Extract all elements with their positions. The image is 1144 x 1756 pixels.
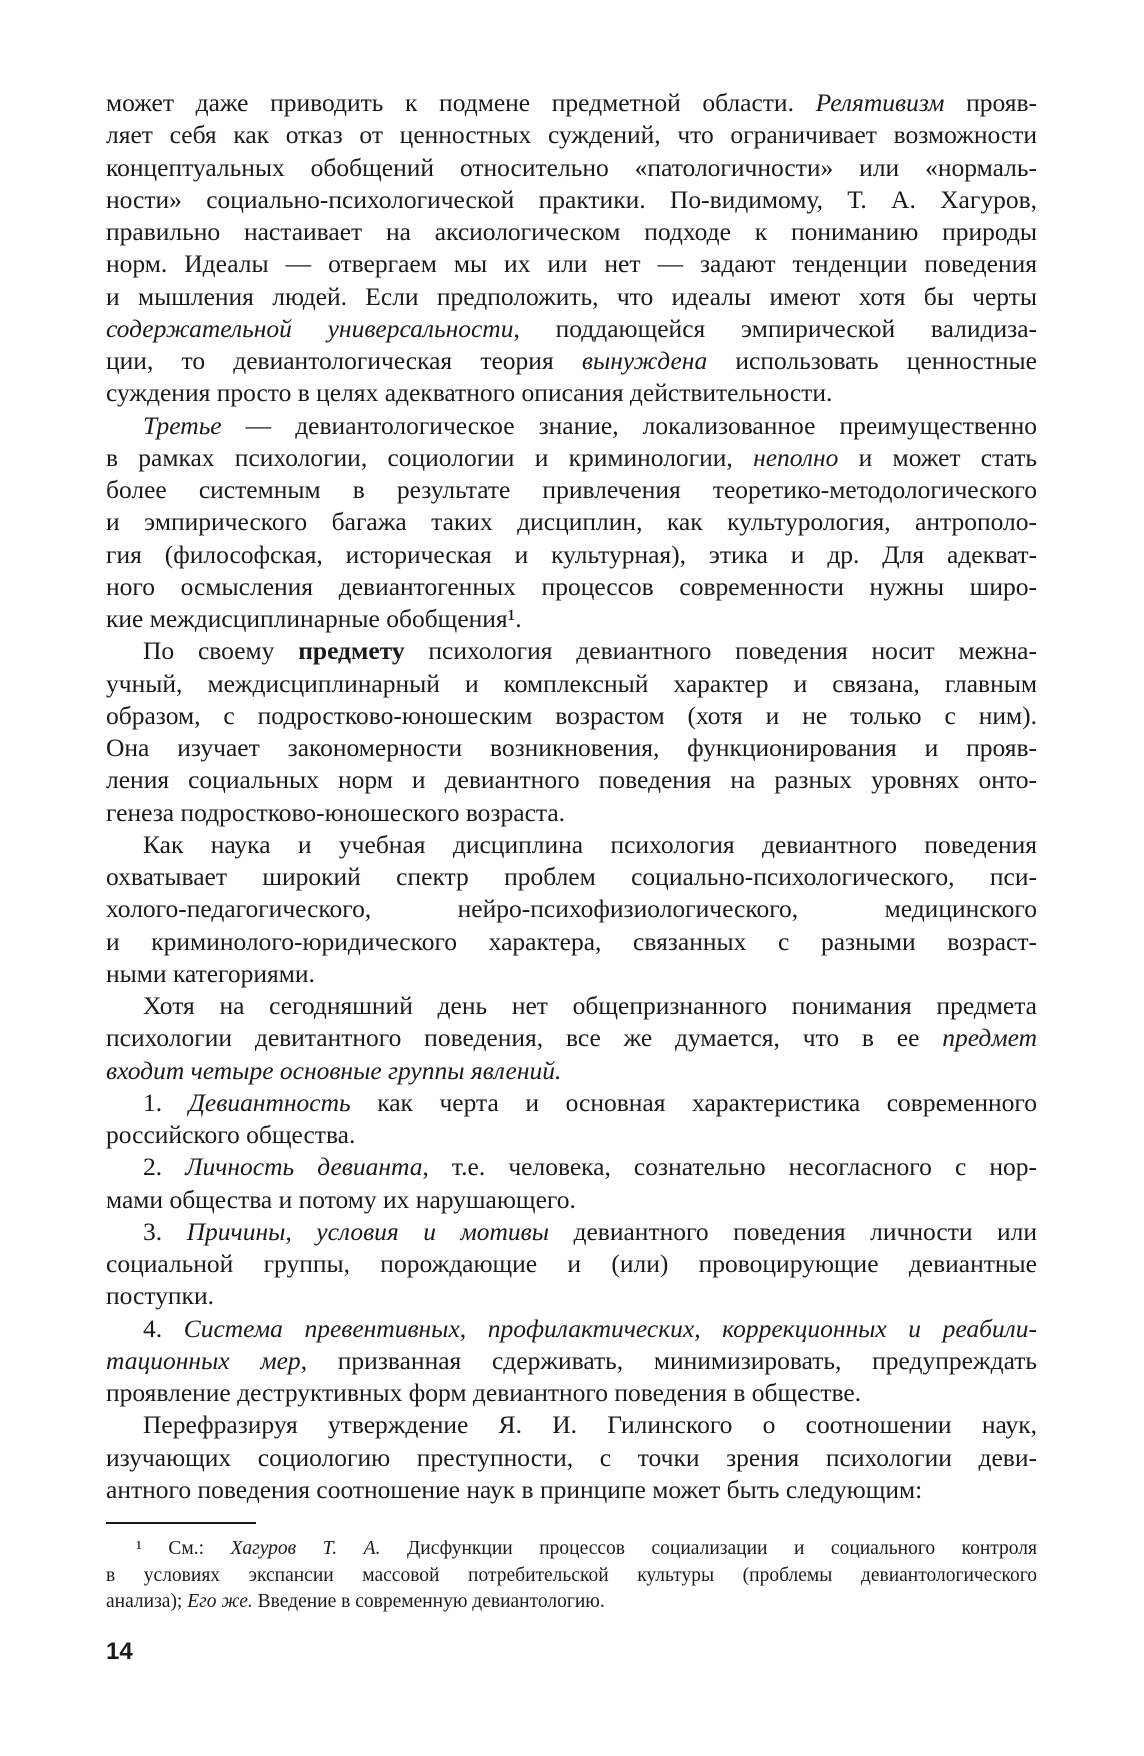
paragraph-line	[106, 829, 1037, 861]
italic-text: Хагуров Т. А.	[230, 1538, 381, 1559]
text-run: в условиях экспансии массовой потребительской культуры (проблемы девиантологического	[106, 1564, 1037, 1586]
main-text	[106, 87, 1037, 1506]
text-run: генеза подростково-юношеского возраста.	[106, 797, 566, 827]
paragraph-line	[106, 958, 1037, 990]
paragraph-line	[106, 506, 1037, 538]
italic-text: входит четыре основные группы явлений.	[106, 1055, 562, 1085]
paragraph-line	[106, 1377, 1037, 1409]
paragraph-line	[106, 1087, 1037, 1119]
italic-text: предмет	[942, 1023, 1037, 1053]
paragraph-line	[106, 1216, 1037, 1248]
text-run: ности» социально-психологической практики. По-видимому, Т. А. Хагуров,	[106, 184, 1037, 214]
text-run: правильно настаивает на аксиологическом подходе к пониманию природы	[106, 217, 1037, 246]
paragraph-line	[106, 1442, 1037, 1474]
footnote	[106, 1536, 1037, 1616]
paragraph-line	[106, 1280, 1037, 1312]
text-run: концептуальных обобщений относительно «патологичности» или «нормаль-	[106, 152, 1037, 182]
text-run: и криминолого-юридического характера, связанных с разными возраст-	[106, 926, 1037, 956]
paragraph-line	[106, 1055, 1037, 1087]
italic-text: Его же.	[187, 1591, 253, 1612]
paragraph-line	[106, 442, 1037, 474]
text-run: суждения просто в целях адекватного описания действительности.	[106, 378, 833, 408]
paragraph-line	[106, 152, 1037, 184]
italic-text: Девиантность	[188, 1087, 351, 1117]
footnote-line	[106, 1589, 1037, 1616]
paragraph-line	[106, 732, 1037, 764]
text-run: психологии девитантного поведения, все же думается, что в ее	[106, 1023, 943, 1053]
text-run: Она изучает закономерности возникновения, функционирования и прояв-	[106, 733, 1037, 762]
italic-text: Система превентивных, профилактических, коррекционных и реабили-	[183, 1313, 1037, 1343]
italic-text: Личность девианта	[185, 1152, 423, 1182]
paragraph-line	[106, 861, 1037, 893]
text-run: и мышления людей. Если предположить, что идеалы имеют хотя бы черты	[106, 281, 1037, 311]
text-run: норм. Идеалы — отвергаем мы их или нет — задают тенденции поведения	[106, 249, 1037, 279]
text-run: , т.е. человека, сознательно несогласного с нор-	[422, 1152, 1037, 1182]
text-run: более системным в результате привлечения теоретико-методологического	[106, 475, 1037, 504]
paragraph-line	[106, 571, 1037, 603]
text-run: как черта и основная характеристика современного	[350, 1087, 1037, 1117]
text-run: ления социальных норм и девиантного поведения на разных уровнях онто-	[106, 765, 1037, 795]
text-run: учный, междисциплинарный и комплексный характер и связана, главным	[106, 668, 1037, 698]
text-run: 2.	[143, 1152, 186, 1182]
footnote-line	[106, 1536, 1037, 1563]
paragraph-line	[106, 377, 1037, 409]
italic-text: вынуждена	[581, 346, 708, 375]
paragraph-line	[106, 1119, 1037, 1151]
paragraph-line	[106, 764, 1037, 796]
text-run: ции, то девиантологическая теория	[106, 346, 582, 375]
paragraph-line	[106, 668, 1037, 700]
text-run: 3.	[143, 1216, 187, 1246]
text-run: в рамках психологии, социологии и криминологии,	[106, 442, 754, 472]
text-run: — девиантологическое знание, локализованное преимущественно	[221, 410, 1037, 440]
italic-text: тационных мер	[106, 1345, 301, 1375]
text-run: холого-педагогического, нейро-психофизиологического, медицинского	[106, 894, 1037, 924]
text-run: социальной группы, порождающие и (или) провоцирующие девиантные	[106, 1249, 1037, 1278]
paragraph-line	[106, 184, 1037, 216]
italic-text: Третье	[143, 410, 222, 440]
text-run: может даже приводить к подмене предметной области.	[106, 88, 816, 117]
italic-text: содержательной универсальности	[106, 313, 514, 343]
bold-text: предмету	[298, 636, 405, 666]
paragraph-line	[106, 539, 1037, 571]
paragraph-line	[106, 893, 1037, 925]
text-run: девиантного поведения личности или	[549, 1216, 1037, 1246]
paragraph-line	[106, 119, 1037, 151]
paragraph-line	[106, 1022, 1037, 1054]
paragraph-line	[106, 248, 1037, 280]
text-run: прояв-	[944, 88, 1038, 117]
paragraph-line	[106, 700, 1037, 732]
text-run: антного поведения соотношение наук в принципе может быть следующим:	[106, 1474, 923, 1504]
text-run: ного осмысления девиантогенных процессов современности нужны широ-	[106, 571, 1037, 601]
text-run: Введение в современную девиантологию.	[252, 1591, 605, 1612]
text-run: психология девиантного поведения носит межна-	[404, 636, 1037, 666]
text-run: 4.	[143, 1313, 184, 1343]
text-run: и эмпирического багажа таких дисциплин, как культурология, антрополо-	[106, 507, 1037, 537]
text-run: По своему	[143, 636, 299, 666]
paragraph-line	[106, 635, 1037, 667]
text-run: ¹ См.:	[136, 1538, 231, 1559]
text-run: и может стать	[838, 442, 1037, 472]
text-run: использовать ценностные	[707, 346, 1037, 375]
text-run: мами общества и потому их нарушающего.	[106, 1184, 576, 1214]
text-run: анализа);	[106, 1591, 188, 1612]
text-run: охватывает широкий спектр проблем социально-психологического, пси-	[106, 862, 1037, 891]
paragraph-line	[106, 1345, 1037, 1377]
paragraph-line	[106, 313, 1037, 345]
text-run: , поддающейся эмпирической валидиза-	[513, 313, 1038, 343]
paragraph-line	[106, 1151, 1037, 1183]
italic-text: неполно	[753, 442, 839, 472]
text-run: кие междисциплинарные обобщения¹.	[106, 604, 522, 633]
paragraph-line	[106, 1474, 1037, 1506]
paragraph-line	[106, 603, 1037, 635]
paragraph-line	[106, 990, 1037, 1022]
text-run: российского общества.	[106, 1120, 356, 1149]
text-run: образом, с подростково-юношеским возрастом (хотя и не только с ним).	[106, 700, 1037, 730]
page-number: 14	[106, 1638, 133, 1665]
text-run: Перефразируя утверждение Я. И. Гилинского о соотношении наук,	[143, 1410, 1037, 1440]
paragraph-line	[106, 410, 1037, 442]
paragraph-line	[106, 216, 1037, 248]
text-run: Как наука и учебная дисциплина психология девиантного поведения	[143, 829, 1037, 859]
paragraph-line	[106, 1313, 1037, 1345]
paragraph-line	[106, 1409, 1037, 1441]
italic-text: Релятивизм	[815, 88, 945, 117]
text-run: Хотя на сегодняшний день нет общепризнанного понимания предмета	[143, 991, 1037, 1020]
paragraph-line	[106, 281, 1037, 313]
footnote-divider	[106, 1522, 256, 1524]
paragraph-line	[106, 926, 1037, 958]
text-run: ляет себя как отказ от ценностных суждений, что ограничивает возможности	[106, 120, 1037, 150]
paragraph-line	[106, 1248, 1037, 1280]
text-run: ными категориями.	[106, 958, 315, 988]
text-run: проявление деструктивных форм девиантного поведения в обществе.	[106, 1378, 862, 1407]
paragraph-line	[106, 87, 1037, 119]
text-run: поступки.	[106, 1281, 214, 1311]
footnote-line	[106, 1563, 1037, 1590]
text-run: , призванная сдерживать, минимизировать, предупреждать	[300, 1345, 1037, 1375]
paragraph-line	[106, 345, 1037, 377]
text-run: изучающих социологию преступности, с точки зрения психологии деви-	[106, 1442, 1037, 1472]
paragraph-line	[106, 1184, 1037, 1216]
italic-text: Причины, условия и мотивы	[186, 1216, 550, 1246]
text-run: 1.	[143, 1087, 189, 1117]
paragraph-line	[106, 474, 1037, 506]
text-run: Дисфункции процессов социализации и социального контроля	[380, 1538, 1037, 1559]
text-run: гия (философская, историческая и культурная), этика и др. Для адекват-	[106, 539, 1037, 569]
paragraph-line	[106, 797, 1037, 829]
